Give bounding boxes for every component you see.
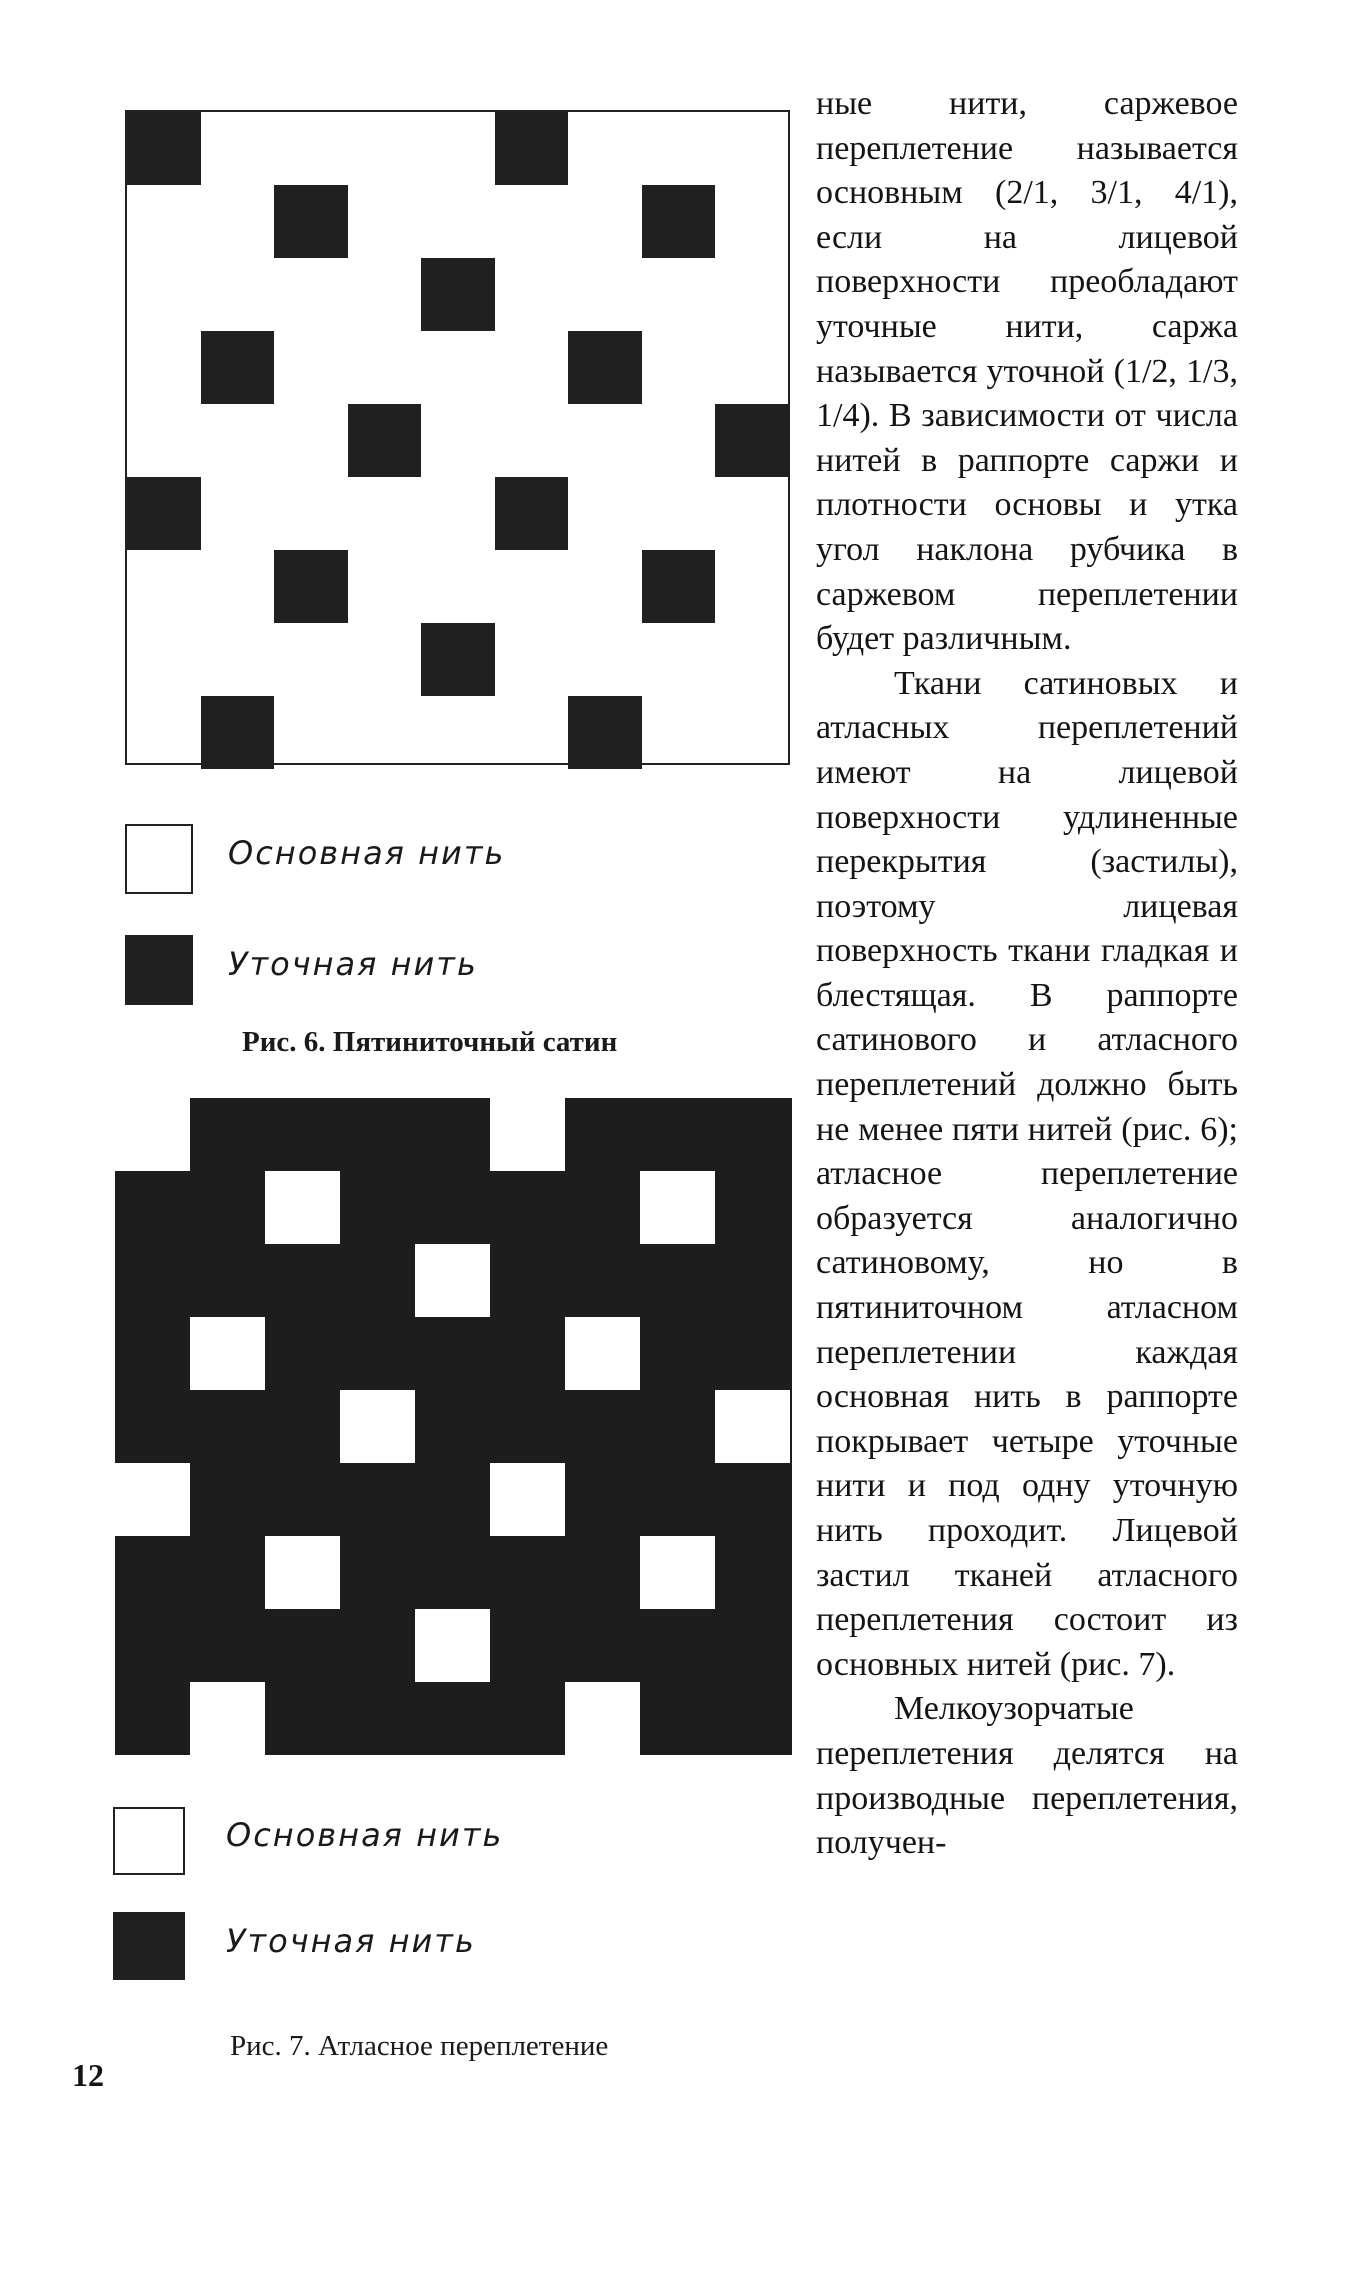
weft-cell [568,696,642,769]
legend-warp-swatch [125,824,193,894]
warp-cell [115,1463,190,1536]
weft-cell [274,550,348,623]
weft-cell [568,331,642,404]
weft-cell [201,696,275,769]
warp-cell [265,1536,340,1609]
warp-cell [190,1682,265,1755]
legend-warp-label: Основная нить [228,834,506,872]
figure-6-sateen-pattern [125,110,790,765]
weft-cell [495,112,569,185]
weft-cell [715,404,789,477]
warp-cell [115,1098,190,1171]
weft-cell [127,477,201,550]
warp-cell [565,1682,640,1755]
warp-cell [640,1171,715,1244]
legend-weft-label: Уточная нить [226,1922,476,1960]
legend-weft-label: Уточная нить [228,945,478,983]
weft-cell [274,185,348,258]
figure-7-caption: Рис. 7. Атласное переплетение [230,2030,609,2062]
legend-weft-swatch [113,1912,185,1980]
weft-cell [201,331,275,404]
warp-cell [415,1609,490,1682]
weft-cell [421,623,495,696]
figure-7-satin-pattern [115,1098,792,1755]
warp-cell [565,1317,640,1390]
warp-cell [715,1390,790,1463]
warp-cell [490,1098,565,1171]
warp-cell [265,1171,340,1244]
legend-warp-swatch [113,1807,185,1875]
figure-6-caption: Рис. 6. Пятиниточный сатин [242,1026,618,1058]
warp-cell [340,1390,415,1463]
legend-warp-label: Основная нить [226,1816,504,1854]
weft-cell [642,550,716,623]
body-text-column [816,82,1238,1866]
paragraph: ные нити, саржевое переплетение называется основным (2/1, 3/1, 4/1), если на лицевой поверхности преобладают уточные нити, саржа называется уточной (1/2, 1/3, 1/4). В зависимости от числа нитей в раппорте саржи и плотности основы и утка угол наклона рубчика в саржевом переплетении будет различным. [816,85,1238,658]
warp-cell [190,1317,265,1390]
weft-cell [421,258,495,331]
weft-cell [495,477,569,550]
warp-cell [640,1536,715,1609]
legend-weft-swatch [125,935,193,1005]
paragraph: Мелкоузорчатые переплетения делятся на производные переплетения, получен- [816,1690,1238,1862]
weft-cell [127,112,201,185]
weft-cell [642,185,716,258]
weft-cell [348,404,422,477]
paragraph: Ткани сатиновых и атласных переплетений имеют на лицевой поверхности удлиненные перекрытия (застилы), поэтому лицевая поверхность ткани гладкая и блестящая. В раппорте сатинового и атласного переплетений должно быть не менее пяти нитей (рис. 6); атласное переплетение образуется аналогично сатиновому, но в пятиниточном атласном переплетении каждая основная нить в раппорте покрывает четыре уточные нити и под одну уточную нить проходит. Лицевой застил тканей атласного переплетения состоит из основных нитей (рис. 7). [816,664,1238,1683]
warp-cell [415,1244,490,1317]
warp-cell [490,1463,565,1536]
page-number: 12 [72,2057,104,2093]
